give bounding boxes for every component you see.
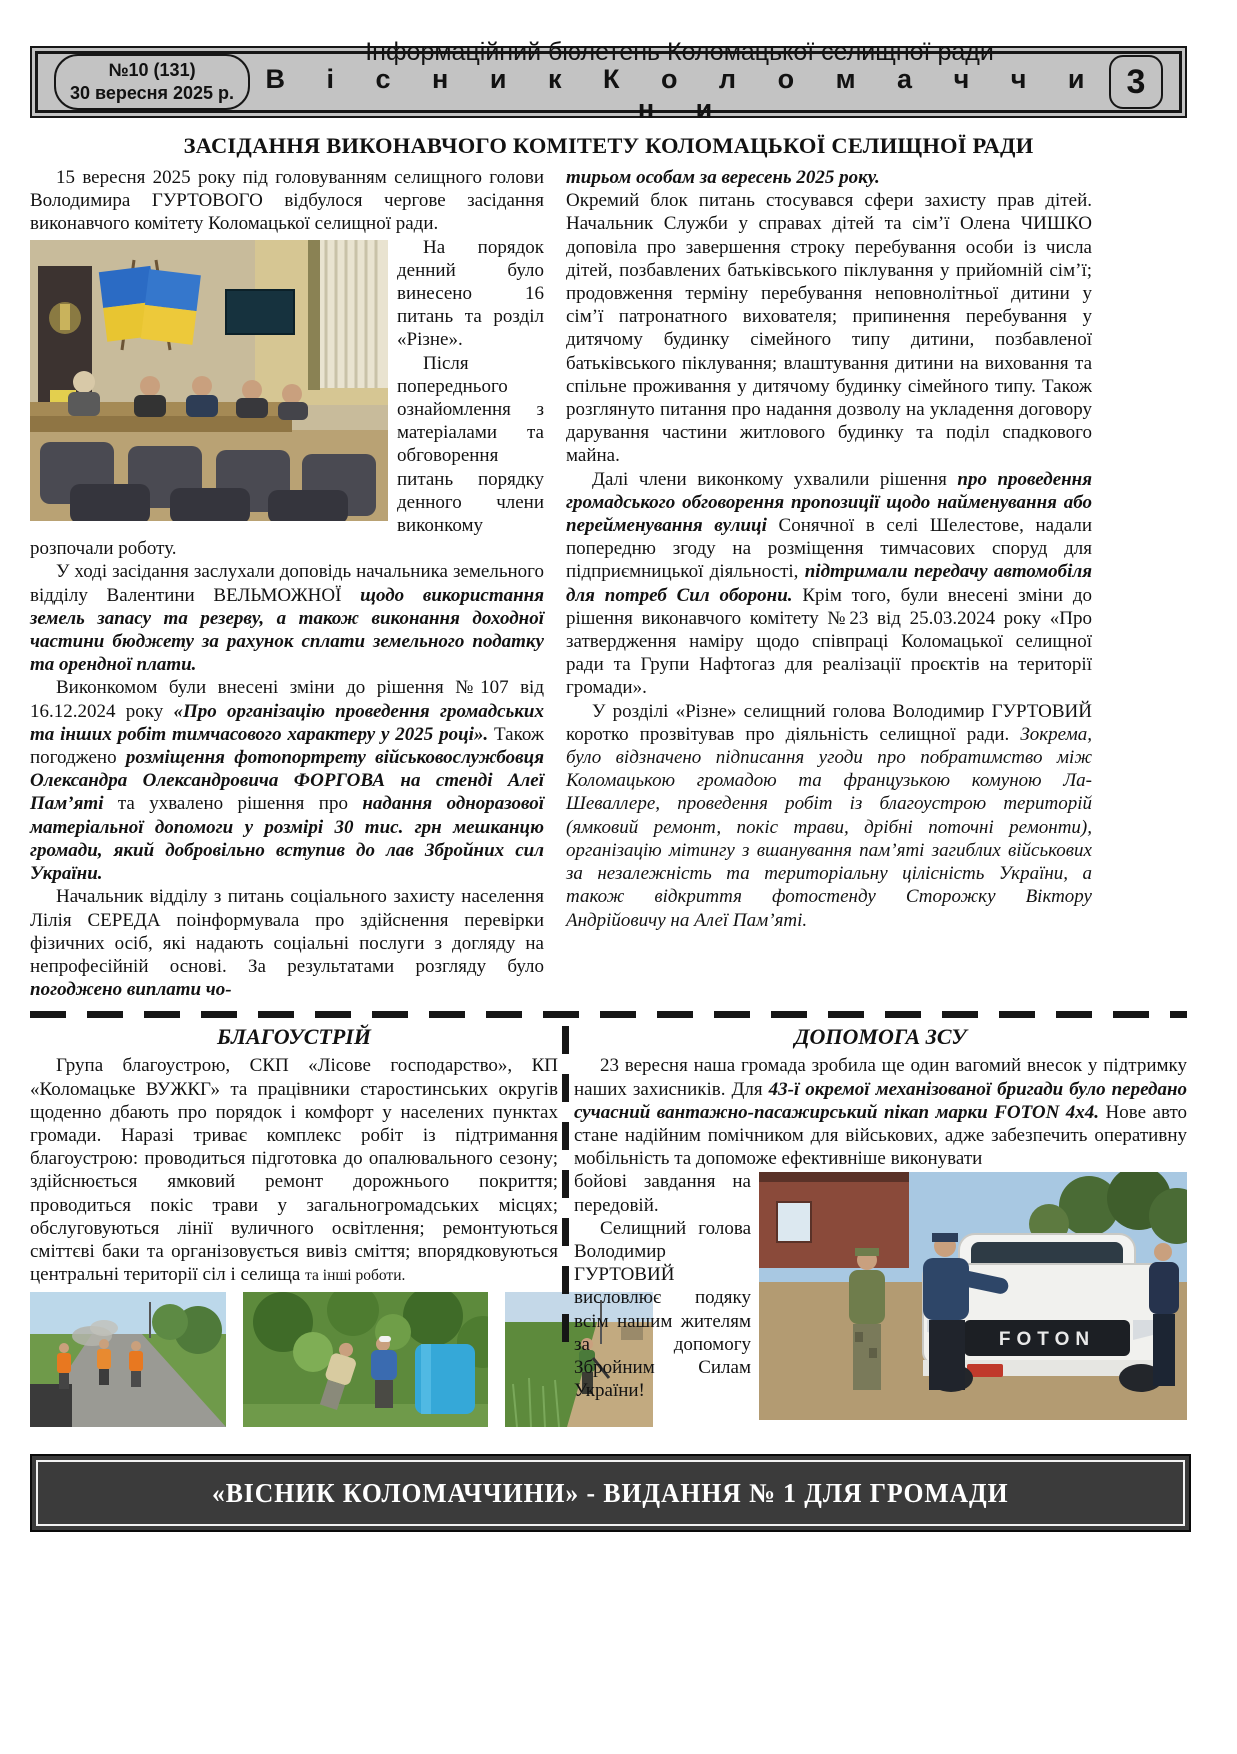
masthead-title bbox=[264, 39, 1095, 125]
issue-date: 30 вересня 2025 р. bbox=[70, 83, 235, 103]
footer-banner bbox=[30, 1454, 1191, 1532]
section-title-army-support: ДОПОМОГА ЗСУ bbox=[794, 1024, 967, 1050]
paragraph: Група благоустрою, СКП «Лісове господарство», КП «Коломацьке ВУЖКГ» та працівники старостинських округів щоденно дбають про порядок і комфорт у населених пунктах громади. Наразі триває комплекс робіт із підтримання благоустрою: проводиться підготовка до опалювального сезону; здійснюється ямковий ремонт дорожнього покриття; проводиться покіс трави у загальногромадських місцях; обслуговуються лінії вуличного освітлення; ремонтуються сміттєві баки та організовується вивіз сміття; впорядковуються центральні території сіл і селища та інші роботи. bbox=[30, 1055, 558, 1286]
paragraph: 23 вересня наша громада зробила ще один вагомий внесок у підтримку наших захисників. Для 43-ї окремої механізованої бригади було передано сучасний вантажно-пасажирський пікап марки FOTON 4x4. Нове авто стане надійним помічником для військових, адже забезпечить оперативну мобільність та допоможе ефективніше виконувати bbox=[574, 1055, 1188, 1170]
paragraph: Селищний голова Володимир ГУРТОВИЙ висловлює подяку всім нашим жителям за допомогу Збройним Силам України! bbox=[574, 1217, 751, 1402]
footer-banner-inner bbox=[36, 1460, 1185, 1526]
article-column-right bbox=[566, 166, 1092, 1001]
footer-banner-text: «ВІСНИК КОЛОМАЧЧИНИ» - ВИДАННЯ № 1 ДЛЯ ГРОМАДИ bbox=[212, 1477, 1009, 1508]
section-improvement bbox=[30, 1022, 558, 1432]
masthead bbox=[30, 38, 1187, 125]
bulletin-name: В і с н и к К о л о м а ч ч и н и bbox=[265, 64, 1094, 125]
road-repair-photo bbox=[30, 1292, 226, 1432]
article-headline: ЗАСІДАННЯ ВИКОНАВЧОГО КОМІТЕТУ КОЛОМАЦЬКОЇ СЕЛИЩНОЇ РАДИ bbox=[183, 133, 1034, 158]
trash-bin-photo bbox=[243, 1292, 488, 1432]
paragraph: Начальник відділу з питань соціального захисту населення Лілія СЕРЕДА поінформувала про здійснення перевірки фізичних осіб, які надають соціальні послуги з догляду на непрофесійній основі. За результатами розгляду було погоджено виплати чо- bbox=[30, 886, 544, 1001]
paragraph: Далі члени виконкому ухвалили рішення про проведення громадського обговорення пропозиції щодо найменування або перейменування вулиці Сонячної в селі Шелестове, надали попередню згоду на розміщення тимчасових споруд для підприємницької діяльності, підтримали передачу автомобіля для потреб Сил оборони. Крім того, були внесені зміни до рішення виконавчого комітету №23 від 25.03.2024 року «Про затвердження наміру щодо співпраці Коломацької селищної ради та Групи Нафтогаз для реалізації проєктів на території громади». bbox=[566, 468, 1093, 699]
issue-number: №10 (131) bbox=[108, 59, 196, 80]
paragraph: Виконкомом були внесені зміни до рішення №107 від 16.12.2024 року «Про організацію проведення громадських та інших робіт тимчасового характеру у 2025 році». Також погоджено розміщення фотопортрету військовослужбовця Олександра Олександровича ФОРГОВА на стенді Алеї Пам’яті та ухвалено рішення про надання одноразової матеріальної допомоги у розмірі 30 тис. грн мешканцю громади, який добровільно вступив до лав Збройних сил України. bbox=[30, 677, 544, 885]
article-column-left bbox=[30, 166, 544, 1001]
section-title-improvement: БЛАГОУСТРІЙ bbox=[217, 1024, 371, 1050]
paragraph: бойові завдання на передовій. bbox=[574, 1171, 751, 1216]
page-number: 3 bbox=[1109, 55, 1163, 109]
paragraph: Окремий блок питань стосувався сфери захисту прав дітей. Начальник Служби у справах дітей та сім’ї Олена ЧИШКО доповіла про завершення строку перебування особи із числа дітей, позбавлених батьківського піклування у прийомній сім’ї; продовження терміну перебування неповнолітньої дитини у сім’ї патронатного вихователя; припинення перебування у дитячому будинку сімейного типу дитини, позбавленої батьківського піклування; влаштування дитини на виховання та спільне проживання у дитячому будинку сімейного типу. Також розглянуто питання про надання дозволу на укладення договору дарування частини житлового будинку та поділ спадкового майна. bbox=[566, 190, 1092, 467]
paragraph: Після попереднього ознайомлення з матеріалами та обговорення питань порядку денного члени виконкому розпочали роботу. bbox=[30, 352, 544, 560]
article-body bbox=[30, 166, 1092, 1001]
bottom-sections bbox=[30, 1022, 1187, 1432]
bulletin-subtitle: Інформаційний бюлетень Коломацької селищної ради bbox=[365, 38, 994, 67]
dashed-divider-vertical bbox=[562, 1026, 569, 1356]
pickup-truck-photo bbox=[759, 1172, 1187, 1420]
section-army-support bbox=[574, 1022, 1187, 1422]
paragraph: У розділі «Різне» селищний голова Володимир ГУРТОВИЙ коротко прозвітував про діяльність селищної ради. Зокрема, було відзначено підписання угоди про побратимство між Коломацькою громадою та французькою комуною Ла-Шеваллере, проведення робіт із благоустрою територій (ямковий ремонт, покіс трави, дрібні поточні ремонти), організацію мітингу з вшанування пам’яті загиблих військових за незалежність та територіальну цілісність України, а також відкриття фотостенду Сторожку Віктору Андрійовичу на Алеї Пам’яті. bbox=[566, 700, 1092, 931]
paragraph: На порядок денний було винесено 16 питань та розділ «Різне». bbox=[397, 236, 544, 351]
masthead-inner bbox=[35, 38, 1182, 125]
meeting-room-photo bbox=[30, 240, 388, 521]
paragraph: У ході засідання заслухали доповідь начальника земельного відділу Валентини ВЕЛЬМОЖНОЇ щодо використання земель запасу та резерву, а також виконання доходної частини бюджету за рахунок сплати земельного податку та орендної плати. bbox=[30, 561, 544, 676]
paragraph: 15 вересня 2025 року під головуванням селищного голови Володимира ГУРТОВОГО відбулося чергове засідання виконавчого комітету Коломацької селищної ради. bbox=[30, 167, 544, 235]
dashed-divider-horizontal bbox=[30, 1011, 1187, 1018]
truck-grille-text: FOTON bbox=[998, 1329, 1096, 1351]
paragraph: тирьом особам за вересень 2025 року. bbox=[566, 167, 880, 188]
issue-box bbox=[54, 54, 250, 111]
